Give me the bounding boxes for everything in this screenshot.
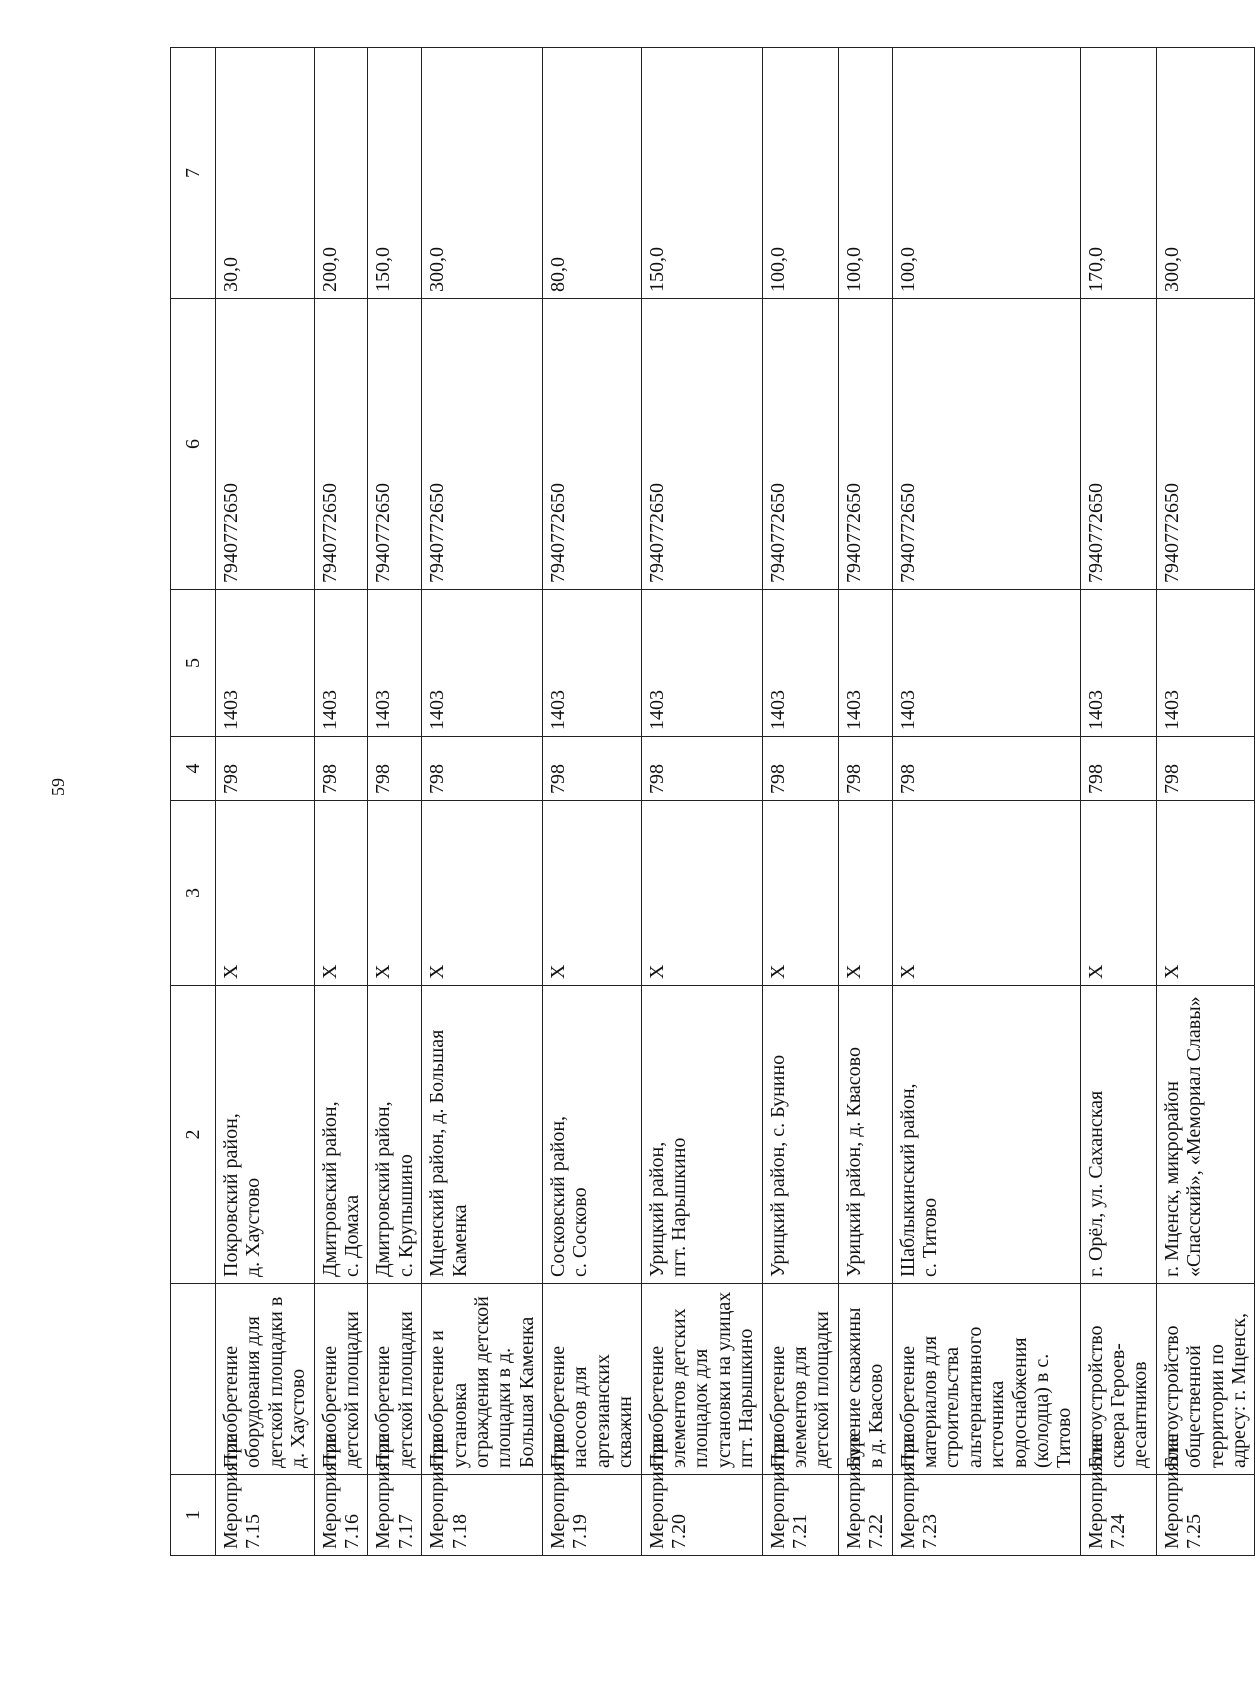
measure-id: Мероприятие 7.24 bbox=[1080, 1475, 1156, 1556]
measure-col6: 7940772650 bbox=[1156, 299, 1255, 590]
measure-name: Приобретение и установка ограждения детской площадки в д. Большая Каменка bbox=[422, 1284, 543, 1475]
measure-location: Покровский район, д. Хаустово bbox=[216, 986, 315, 1284]
table-row bbox=[314, 48, 368, 1556]
measure-id: Мероприятие 7.18 bbox=[422, 1475, 543, 1556]
header-cell-2: 2 bbox=[171, 986, 216, 1284]
measure-col4: 798 bbox=[368, 737, 422, 801]
measure-col5: 1403 bbox=[422, 590, 543, 737]
measure-location: Шаблыкинский район, с. Титово bbox=[892, 986, 1080, 1284]
measure-col5: 1403 bbox=[838, 590, 892, 737]
table-row bbox=[368, 48, 422, 1556]
measure-name: Приобретение детской площадки bbox=[314, 1284, 368, 1475]
measure-location: г. Орёл, ул. Саханская bbox=[1080, 986, 1156, 1284]
measure-col5: 1403 bbox=[641, 590, 762, 737]
header-cell-1: 1 bbox=[171, 1475, 216, 1556]
page-number: 59 bbox=[48, 778, 68, 796]
measure-col6: 7940772650 bbox=[762, 299, 838, 590]
measure-id: Мероприятие 7.22 bbox=[838, 1475, 892, 1556]
measure-col3: X bbox=[762, 801, 838, 986]
measure-col4: 798 bbox=[1080, 737, 1156, 801]
measure-col7: 200,0 bbox=[314, 48, 368, 299]
measure-col6: 7940772650 bbox=[368, 299, 422, 590]
table-row bbox=[1080, 48, 1156, 1556]
measure-col3: X bbox=[314, 801, 368, 986]
measure-col7: 100,0 bbox=[892, 48, 1080, 299]
measure-col4: 798 bbox=[1156, 737, 1255, 801]
measure-col3: X bbox=[641, 801, 762, 986]
measure-id: Мероприятие 7.15 bbox=[216, 1475, 315, 1556]
measure-col5: 1403 bbox=[1156, 590, 1255, 737]
measure-name: Бурение скважины в д. Квасово bbox=[838, 1284, 892, 1475]
header-cell-7: 7 bbox=[171, 48, 216, 299]
measure-col4: 798 bbox=[838, 737, 892, 801]
measure-col7: 300,0 bbox=[422, 48, 543, 299]
measure-location: Сосковский район, с. Сосково bbox=[543, 986, 642, 1284]
measure-name: Приобретение материалов для строительства альтернативного источника водоснабжения (колодца) в с. Титово bbox=[892, 1284, 1080, 1475]
measure-col4: 798 bbox=[892, 737, 1080, 801]
measure-location: Урицкий район, пгт. Нарышкино bbox=[641, 986, 762, 1284]
table-row bbox=[1156, 48, 1255, 1556]
measure-location: Урицкий район, с. Бунино bbox=[762, 986, 838, 1284]
measure-col6: 7940772650 bbox=[314, 299, 368, 590]
measure-location: Урицкий район, д. Квасово bbox=[838, 986, 892, 1284]
measure-name: Приобретение детской площадки bbox=[368, 1284, 422, 1475]
measure-name: Приобретение элементов для детской площадки bbox=[762, 1284, 838, 1475]
table-body bbox=[216, 48, 1255, 1556]
measure-location: Дмитровский район, с. Домаха bbox=[314, 986, 368, 1284]
measure-name: Приобретение насосов для артезианских скважин bbox=[543, 1284, 642, 1475]
table-row bbox=[216, 48, 315, 1556]
header-cell-4: 4 bbox=[171, 737, 216, 801]
header-cell-1b bbox=[171, 1284, 216, 1475]
measure-col3: X bbox=[368, 801, 422, 986]
measure-col5: 1403 bbox=[543, 590, 642, 737]
table-row bbox=[641, 48, 762, 1556]
measure-col5: 1403 bbox=[892, 590, 1080, 737]
measure-col3: X bbox=[216, 801, 315, 986]
measure-name: Благоустройство сквера Героев-десантников bbox=[1080, 1284, 1156, 1475]
measure-col7: 150,0 bbox=[641, 48, 762, 299]
measure-name: Приобретение элементов детских площадок для установки на улицах пгт. Нарышкино bbox=[641, 1284, 762, 1475]
measure-col4: 798 bbox=[762, 737, 838, 801]
measure-col4: 798 bbox=[314, 737, 368, 801]
measure-col4: 798 bbox=[422, 737, 543, 801]
measure-col3: X bbox=[838, 801, 892, 986]
measure-col6: 7940772650 bbox=[422, 299, 543, 590]
measure-col7: 170,0 bbox=[1080, 48, 1156, 299]
table-row bbox=[762, 48, 838, 1556]
table-row bbox=[892, 48, 1080, 1556]
measure-col3: X bbox=[1080, 801, 1156, 986]
header-cell-5: 5 bbox=[171, 590, 216, 737]
measure-id: Мероприятие 7.23 bbox=[892, 1475, 1080, 1556]
measure-col7: 100,0 bbox=[762, 48, 838, 299]
table-row bbox=[422, 48, 543, 1556]
measure-col3: X bbox=[422, 801, 543, 986]
header-cell-6: 6 bbox=[171, 299, 216, 590]
table-row bbox=[543, 48, 642, 1556]
measure-col3: X bbox=[892, 801, 1080, 986]
measure-col6: 7940772650 bbox=[641, 299, 762, 590]
measure-col5: 1403 bbox=[1080, 590, 1156, 737]
measure-col3: X bbox=[1156, 801, 1255, 986]
measure-location: Мценский район, д. Большая Каменка bbox=[422, 986, 543, 1284]
measure-id: Мероприятие 7.17 bbox=[368, 1475, 422, 1556]
measure-col4: 798 bbox=[543, 737, 642, 801]
measure-col6: 7940772650 bbox=[892, 299, 1080, 590]
measure-col3: X bbox=[543, 801, 642, 986]
measure-id: Мероприятие 7.19 bbox=[543, 1475, 642, 1556]
measure-col7: 300,0 bbox=[1156, 48, 1255, 299]
measures-table bbox=[170, 47, 1255, 1556]
measure-id: Мероприятие 7.20 bbox=[641, 1475, 762, 1556]
measure-col5: 1403 bbox=[368, 590, 422, 737]
measure-col7: 80,0 bbox=[543, 48, 642, 299]
table-row bbox=[838, 48, 892, 1556]
header-cell-3: 3 bbox=[171, 801, 216, 986]
measure-id: Мероприятие 7.16 bbox=[314, 1475, 368, 1556]
measure-id: Мероприятие 7.25 bbox=[1156, 1475, 1255, 1556]
measure-name: Приобретение оборудования для детской площадки в д. Хаустово bbox=[216, 1284, 315, 1475]
measure-col7: 100,0 bbox=[838, 48, 892, 299]
measure-col4: 798 bbox=[641, 737, 762, 801]
measure-col7: 150,0 bbox=[368, 48, 422, 299]
measure-col5: 1403 bbox=[762, 590, 838, 737]
measure-id: Мероприятие 7.21 bbox=[762, 1475, 838, 1556]
measure-name: Благоустройство общественной территории по адресу: г. Мценск, bbox=[1156, 1284, 1255, 1475]
measure-col6: 7940772650 bbox=[838, 299, 892, 590]
measure-col4: 798 bbox=[216, 737, 315, 801]
measure-col7: 30,0 bbox=[216, 48, 315, 299]
measure-col5: 1403 bbox=[216, 590, 315, 737]
measure-col6: 7940772650 bbox=[543, 299, 642, 590]
measure-col5: 1403 bbox=[314, 590, 368, 737]
rotated-table-container bbox=[170, 48, 1251, 1556]
header-row bbox=[171, 48, 216, 1556]
measure-location: Дмитровский район, с. Крупышино bbox=[368, 986, 422, 1284]
measure-col6: 7940772650 bbox=[216, 299, 315, 590]
measure-col6: 7940772650 bbox=[1080, 299, 1156, 590]
measure-location: г. Мценск, микрорайон «Спасский», «Мемориал Славы» bbox=[1156, 986, 1255, 1284]
